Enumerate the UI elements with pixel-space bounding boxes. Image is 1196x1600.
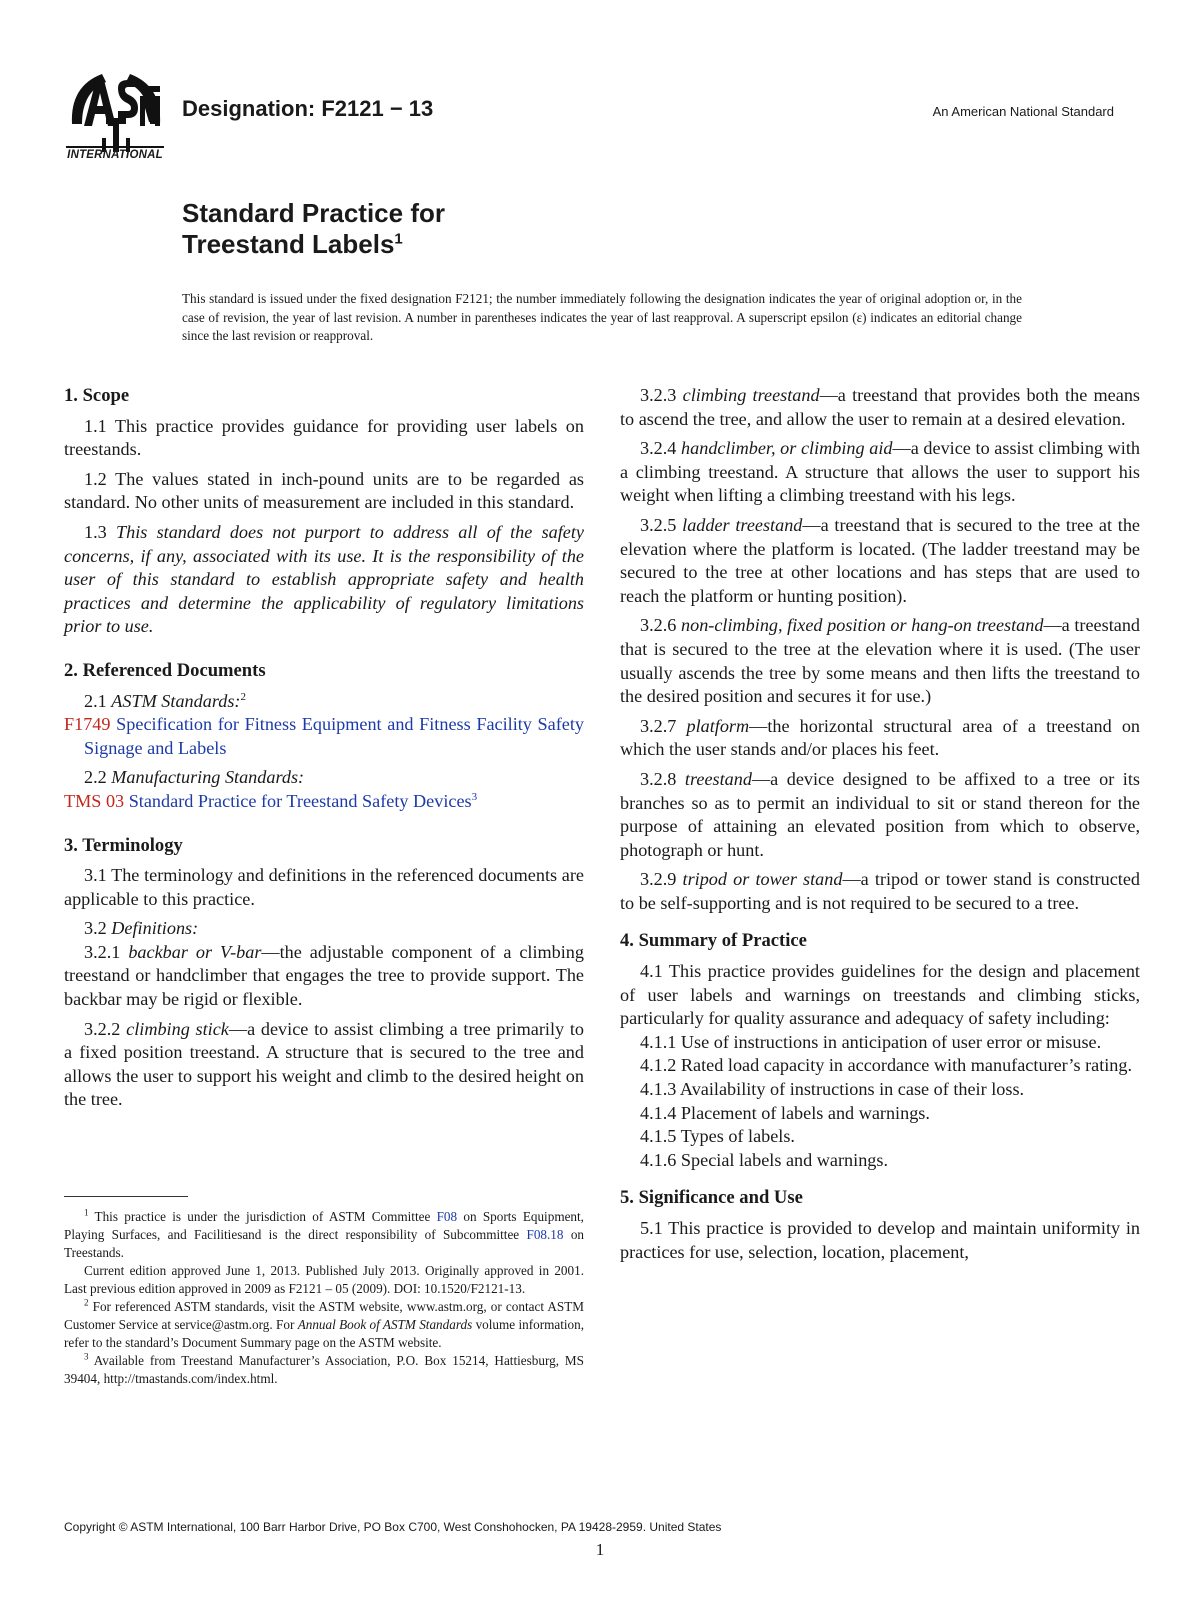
footnote-3-text: Available from Treestand Manufacturer’s Association, P.O. Box 15214, Hattiesburg, MS 39404, http://tmastands.com/index.html. [64, 1353, 584, 1386]
title-line-2-text: Treestand Labels [182, 229, 395, 259]
para-3-2-5-term: ladder treestand [682, 514, 803, 535]
para-3-2-2 [64, 1018, 584, 1112]
para-2-1-num: 2.1 [84, 690, 107, 711]
para-3-2-3 [620, 384, 1140, 431]
title-footnote-ref: 1 [394, 230, 403, 248]
para-2-2-num: 2.2 [84, 767, 107, 788]
para-3-2-4-num: 3.2.4 [640, 438, 677, 459]
para-1-2: 1.2 The values stated in inch-pound units are to be regarded as standard. No other units of measurement are included in this standard. [64, 468, 584, 513]
logo-label: INTERNATIONAL [66, 146, 164, 161]
left-column [64, 384, 584, 1118]
para-5-1: 5.1 This practice is provided to develop and maintain uniformity in practices for use, selection, location, placement, [620, 1218, 1140, 1262]
designation: Designation: F2121 − 13 [182, 96, 434, 121]
para-1-3 [64, 521, 584, 639]
para-3-2-9 [620, 868, 1140, 915]
para-3-2-7-num: 3.2.7 [640, 715, 677, 736]
para-3-2-3-def: —a treestand that provides both the means to ascend the tree, and allow the user to remain at a desired elevation. [620, 385, 1140, 429]
footnote-2 [64, 1298, 584, 1352]
para-2-1-label: ASTM Standards: [111, 690, 241, 711]
para-2-1-footnote-ref: 2 [240, 690, 246, 703]
footnote-2-text-b: volume information, refer to the standard’s Document Summary page on the ASTM website. [64, 1317, 585, 1350]
footnote-1-text-c: on Treestands. [64, 1227, 585, 1260]
para-3-2-1 [64, 941, 584, 1012]
para-3-2-7-def: —the horizontal structural area of a treestand on which the user stands and/or places his feet. [620, 715, 1141, 760]
para-3-2-4-term: handclimber, or climbing aid [681, 438, 893, 459]
section-2-heading: 2. Referenced Documents [64, 659, 266, 681]
reference-f1749-code[interactable]: F1749 [64, 714, 111, 735]
para-3-2-label: Definitions: [111, 918, 199, 939]
para-3-2-5-num: 3.2.5 [640, 514, 677, 535]
para-1-3-text: This standard does not purport to address all of the safety concerns, if any, associated with its use. It is the responsibility of the user of this standard to establish appropriate safety and health practices and determine the applicability of regulatory limitations prior to use. [64, 521, 584, 637]
para-3-2-2-num: 3.2.2 [84, 1018, 121, 1039]
footnote-1-text-b: on Sports Equipment, Playing Surfaces, and Facilitiesand is the direct responsibility of Subcommittee [64, 1209, 584, 1242]
section-3-heading: 3. Terminology [64, 834, 183, 856]
issuance-note: This standard is issued under the fixed designation F2121; the number immediately following the designation indicates the year of original adoption or, in the case of revision, the year of last revision. A number in parentheses indicates the year of last reapproval. A superscript epsilon (ε) indicates an editorial change since the last revision or reapproval. [182, 291, 1022, 343]
para-3-2-1-num: 3.2.1 [84, 941, 121, 962]
reference-tms03-footnote-ref: 3 [471, 790, 478, 803]
para-4-1-6: 4.1.6 Special labels and warnings. [640, 1149, 889, 1170]
para-3-2-1-def: —the adjustable component of a climbing treestand or handclimber that engages the tree to provide support. The backbar may be rigid or flexible. [64, 941, 584, 1010]
reference-tms03-title[interactable]: Standard Practice for Treestand Safety Devices [128, 790, 472, 811]
para-3-2-4-def: —a device to assist climbing with a climbing treestand. A structure that allows the user to support his weight when lifting a climbing treestand with his legs. [620, 438, 1141, 506]
right-column [620, 384, 1140, 1270]
para-4-1-4: 4.1.4 Placement of labels and warnings. [640, 1102, 930, 1123]
footnote-3-marker: 3 [84, 1351, 89, 1362]
para-4-1-5: 4.1.5 Types of labels. [640, 1126, 795, 1147]
document-title [182, 198, 445, 260]
footnote-2-text-a: For referenced ASTM standards, visit the ASTM website, www.astm.org, or contact ASTM Customer Service at service@astm.org. For [64, 1299, 585, 1332]
footnote-1-edition: Current edition approved June 1, 2013. Published July 2013. Originally approved in 2001. Last previous edition approved in 2009 as F2121 – 05 (2009). DOI: 10.1520/F2121-13. [64, 1263, 584, 1296]
footnote-3 [64, 1352, 584, 1388]
copyright-notice: Copyright © ASTM International, 100 Barr Harbor Drive, PO Box C700, West Conshohocken, PA 19428-2959. United States [64, 1520, 722, 1534]
para-4-1-2: 4.1.2 Rated load capacity in accordance with manufacturer’s rating. [640, 1055, 1133, 1076]
para-2-2 [64, 766, 584, 790]
title-line-2 [182, 229, 445, 260]
reference-tms03-code[interactable]: TMS 03 [64, 790, 125, 811]
para-3-2-6-num: 3.2.6 [640, 615, 677, 636]
title-line-1: Standard Practice for [182, 198, 445, 228]
para-3-2-2-def: —a device to assist climbing a tree primarily to a fixed position treestand. A structure that is secured to the tree and allows the user to support his weight and climb to the desired height on the tree. [64, 1018, 585, 1110]
footnote-1-text-a: This practice is under the jurisdiction of ASTM Committee [94, 1209, 431, 1224]
para-3-2-3-num: 3.2.3 [640, 385, 677, 405]
page-number: 1 [595, 1540, 605, 1559]
para-3-2-6-def: —a treestand that is secured to the tree at the elevation where it is used. (The user usually ascends the tree by some means and then lifts the treestand to the desired position and secures it for use.) [620, 615, 1141, 707]
footnote-2-book-title: Annual Book of ASTM Standards [297, 1317, 473, 1332]
para-2-1 [64, 690, 584, 714]
para-3-2-6 [620, 614, 1140, 708]
para-3-2-num: 3.2 [84, 918, 107, 939]
footnote-1-marker: 1 [84, 1207, 89, 1218]
para-3-1: 3.1 The terminology and definitions in the referenced documents are applicable to this practice. [64, 865, 584, 909]
para-3-2 [64, 917, 584, 941]
committee-f08-link[interactable]: F08 [436, 1209, 458, 1224]
section-5-heading: 5. Significance and Use [620, 1187, 803, 1209]
national-standard-label: An American National Standard [932, 104, 1114, 119]
para-3-2-9-term: tripod or tower stand [682, 869, 843, 890]
para-3-2-8 [620, 768, 1140, 862]
para-3-2-9-num: 3.2.9 [640, 869, 677, 890]
astm-logo [62, 66, 170, 166]
footnotes [64, 1208, 584, 1388]
para-3-2-9-def: —a tripod or tower stand is constructed to be self-supporting and is not required to be secured to a tree. [620, 869, 1140, 913]
para-3-2-6-term: non-climbing, fixed position or hang-on treestand [681, 615, 1044, 636]
para-4-1: 4.1 This practice provides guidelines for the design and placement of user labels and warnings on treestands and climbing sticks, particularly for quality assurance and adequacy of safety including: [620, 961, 1140, 1029]
para-4-1-1: 4.1.1 Use of instructions in anticipation of user error or misuse. [640, 1031, 1102, 1052]
reference-tms03[interactable] [64, 790, 584, 814]
para-3-2-7 [620, 715, 1140, 762]
para-3-2-1-term: backbar or V-bar [128, 941, 262, 962]
para-3-2-3-term: climbing treestand [682, 385, 820, 405]
reference-f1749[interactable] [64, 713, 584, 760]
para-3-2-8-def: —a device designed to be affixed to a tree or its branches so as to permit an individual to sit or stand thereon for the purpose of attaining an elevated position from which to observe, photograph or hunt. [620, 768, 1140, 860]
section-1-heading: 1. Scope [64, 385, 130, 406]
footnote-1 [64, 1208, 584, 1262]
para-3-2-7-term: platform [686, 715, 750, 736]
footnote-2-marker: 2 [84, 1297, 89, 1308]
para-3-2-5 [620, 514, 1140, 608]
para-3-2-2-term: climbing stick [126, 1018, 229, 1039]
footnote-divider [64, 1196, 188, 1197]
para-3-2-5-def: —a treestand that is secured to the tree at the elevation where the platform is located. (The ladder treestand may be secured to the tree at other locations and has steps that are used to reach the platform or hunting position). [620, 514, 1141, 606]
reference-f1749-title[interactable]: Specification for Fitness Equipment and Fitness Facility Safety Signage and Labels [84, 714, 585, 758]
para-3-2-4 [620, 437, 1140, 508]
section-4-heading: 4. Summary of Practice [620, 930, 807, 952]
para-1-3-num: 1.3 [84, 521, 107, 542]
para-3-2-8-term: treestand [684, 768, 752, 789]
para-3-2-8-num: 3.2.8 [640, 768, 677, 789]
para-2-2-label: Manufacturing Standards: [111, 767, 305, 788]
subcommittee-f08-18-link[interactable]: F08.18 [526, 1227, 564, 1242]
para-4-1-3: 4.1.3 Availability of instructions in case of their loss. [640, 1079, 1025, 1100]
para-1-1: 1.1 This practice provides guidance for providing user labels on treestands. [64, 415, 584, 460]
